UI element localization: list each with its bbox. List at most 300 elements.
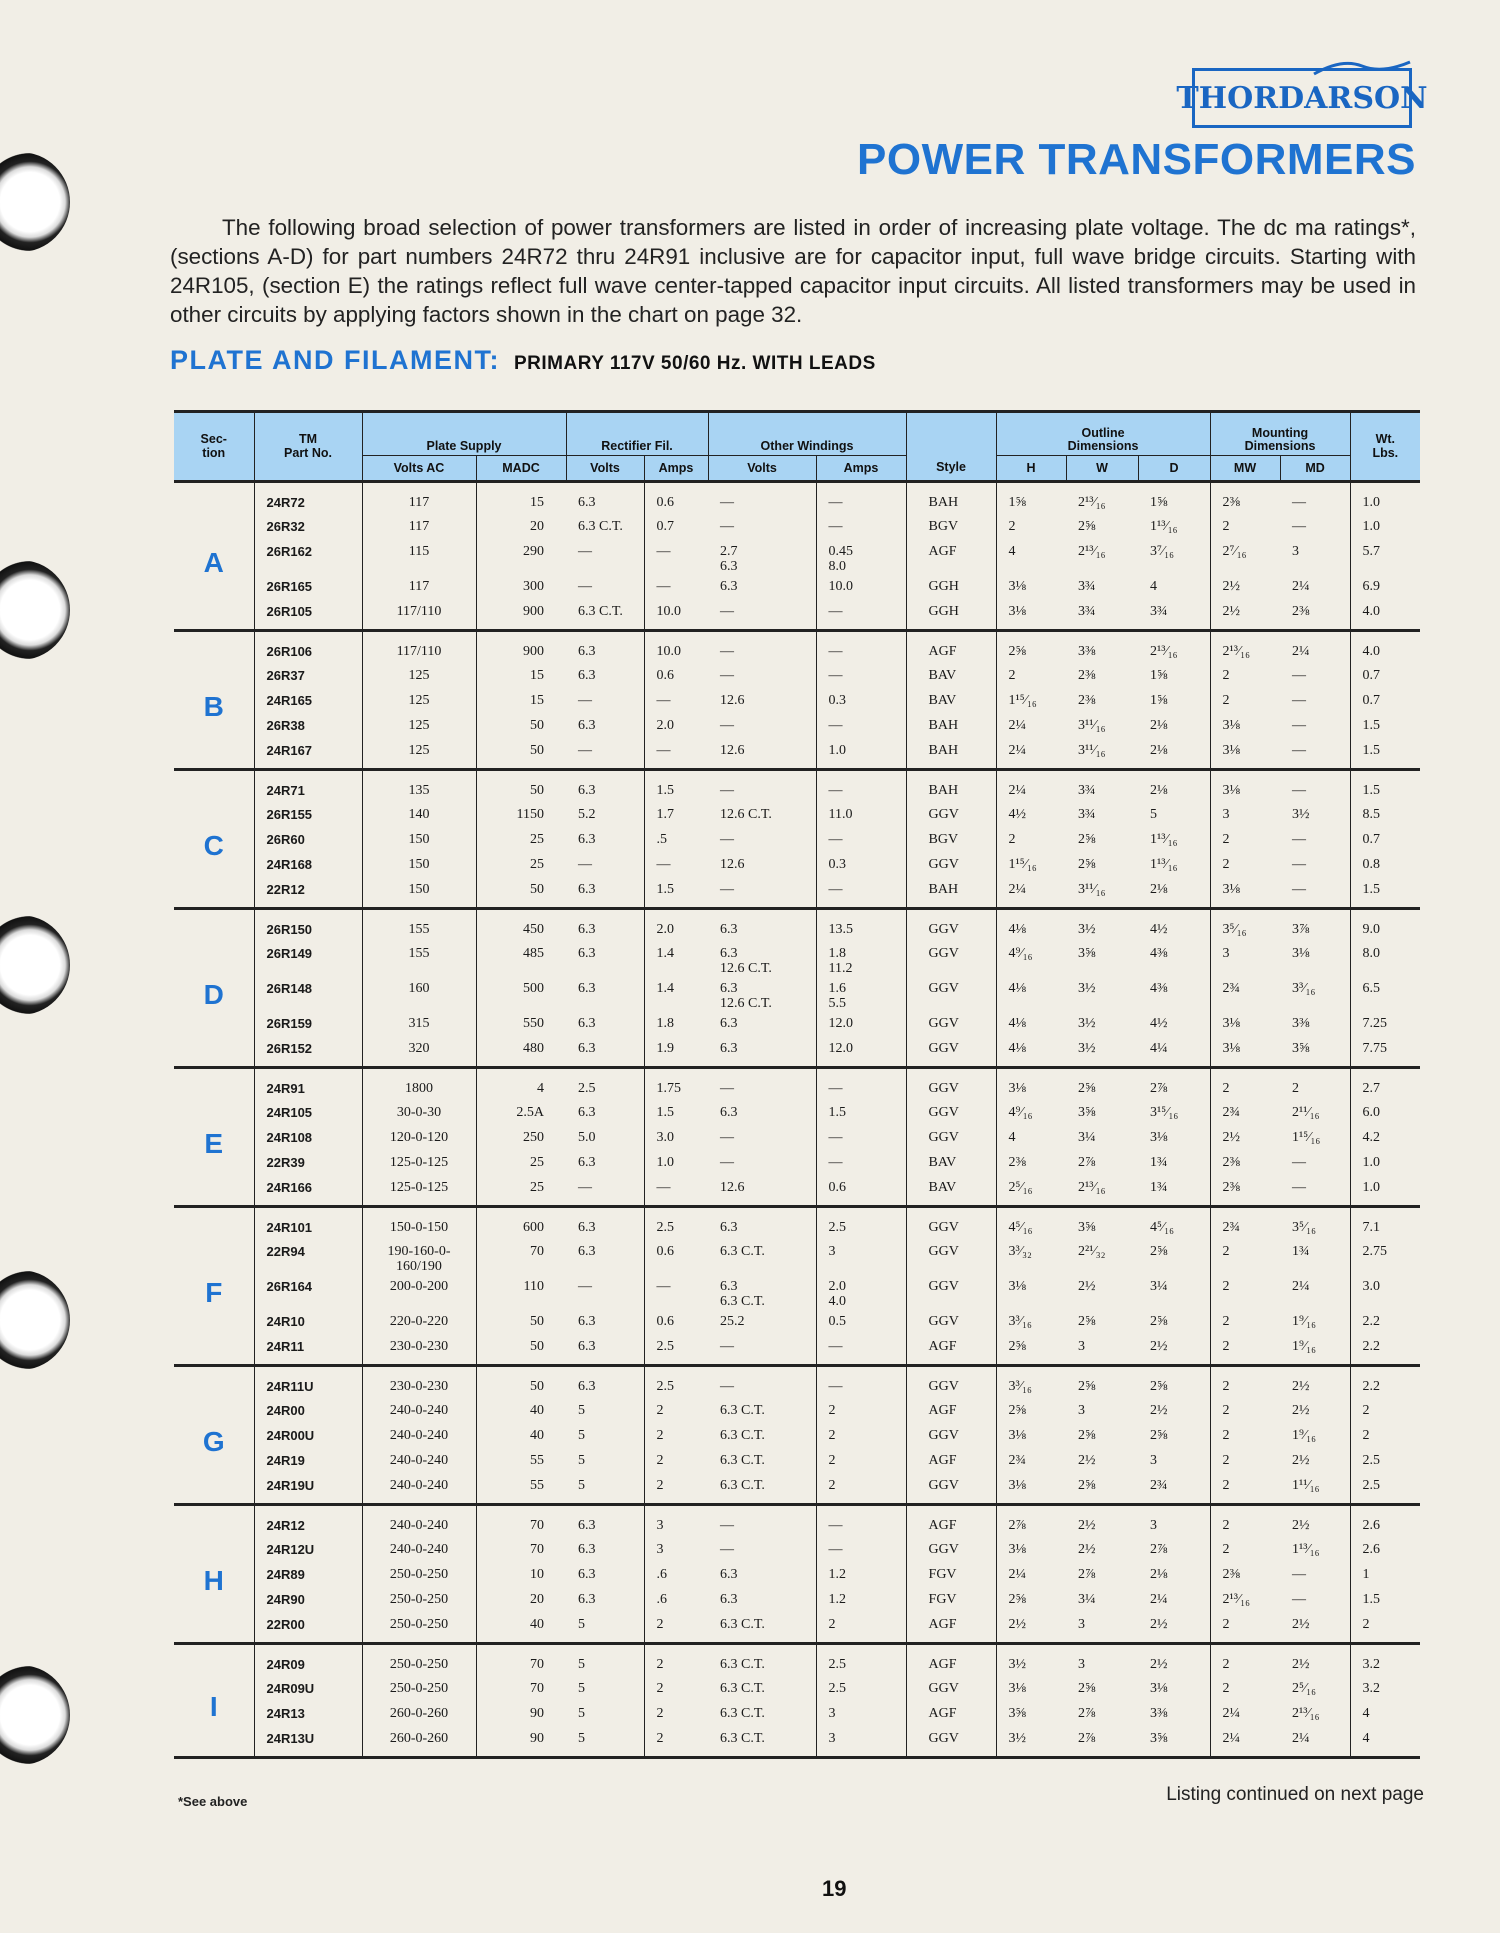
table-cell: 3³⁄₁₆ bbox=[996, 1366, 1066, 1398]
table-cell: 6.3 bbox=[720, 1220, 738, 1235]
table-cell: 24R09 bbox=[254, 1644, 362, 1676]
table-row bbox=[174, 1612, 1420, 1644]
table-cell: 55 bbox=[476, 1448, 566, 1473]
table-cell: 24R09U bbox=[254, 1676, 362, 1701]
table-cell: 2⅝ bbox=[1078, 856, 1096, 872]
table-cell: 30-0-30 bbox=[362, 1100, 476, 1125]
table-cell: 290 bbox=[476, 539, 566, 574]
table-cell: 6.3 bbox=[578, 980, 596, 996]
table-cell: 25 bbox=[476, 852, 566, 877]
continued-note: Listing continued on next page bbox=[1166, 1784, 1424, 1805]
table-cell: 1¾ bbox=[1150, 1179, 1168, 1195]
table-cell: 4⅛ bbox=[996, 1011, 1066, 1036]
table-cell: — bbox=[816, 770, 906, 802]
table-cell: 2¹³⁄₁₆ bbox=[1292, 1705, 1320, 1721]
table-cell: 1.0 bbox=[1350, 482, 1420, 514]
table-cell: 3½ bbox=[1078, 922, 1096, 937]
table-row bbox=[174, 909, 1420, 941]
table-cell: 5.7 bbox=[1350, 539, 1420, 574]
table-cell: — bbox=[720, 518, 735, 534]
table-cell: 6.3 bbox=[578, 881, 596, 897]
table-cell: 480 bbox=[476, 1036, 566, 1068]
table-cell: 3⅝ bbox=[1078, 945, 1096, 961]
table-cell: 6.3 bbox=[578, 1338, 596, 1354]
table-cell: 125-0-125 bbox=[362, 1175, 476, 1207]
table-cell: 6.3 bbox=[578, 922, 596, 937]
table-cell: 3⅛ bbox=[996, 1274, 1066, 1309]
table-cell: 6.3 bbox=[578, 1566, 596, 1582]
table-cell: 230-0-230 bbox=[362, 1366, 476, 1398]
table-cell: 117 bbox=[362, 482, 476, 514]
table-cell: GGV bbox=[906, 852, 996, 877]
table-cell: 250-0-250 bbox=[362, 1587, 476, 1612]
table-row bbox=[174, 1068, 1420, 1100]
table-row bbox=[174, 1473, 1420, 1505]
table-cell: 10.0 bbox=[644, 599, 708, 631]
header-plate-supply: Plate Supply bbox=[362, 412, 566, 456]
table-cell: 117 bbox=[362, 574, 476, 599]
table-cell: 2⅛ bbox=[1150, 783, 1168, 798]
table-cell: 55 bbox=[476, 1473, 566, 1505]
table-cell: 0.5 bbox=[816, 1309, 906, 1334]
table-row bbox=[174, 1274, 1420, 1309]
table-cell: 2 bbox=[816, 1448, 906, 1473]
table-cell: 1.7 bbox=[644, 802, 708, 827]
table-section bbox=[174, 909, 1420, 1068]
table-cell: BAV bbox=[906, 663, 996, 688]
table-cell: 2⅝ bbox=[1150, 1427, 1168, 1443]
table-row bbox=[174, 631, 1420, 663]
table-cell: GGH bbox=[906, 599, 996, 631]
table-cell: 2¾ bbox=[1210, 1100, 1280, 1125]
table-cell: 3 bbox=[816, 1701, 906, 1726]
table-cell: 26R152 bbox=[254, 1036, 362, 1068]
table-cell: 26R37 bbox=[254, 663, 362, 688]
table-cell: 6.3 C.T. bbox=[720, 1616, 765, 1632]
table-cell: 2 bbox=[1210, 663, 1280, 688]
table-cell: 6.3 bbox=[578, 667, 596, 683]
table-cell: GGV bbox=[906, 1100, 996, 1125]
table-cell: 2⅛ bbox=[1150, 717, 1168, 733]
table-cell: 3⁵⁄₁₆ bbox=[1292, 1220, 1317, 1235]
table-cell: 10 bbox=[476, 1562, 566, 1587]
table-cell: 6.3 bbox=[578, 1518, 596, 1533]
table-cell: 125-0-125 bbox=[362, 1150, 476, 1175]
table-cell: 26R148 bbox=[254, 976, 362, 1011]
table-cell: 4 bbox=[1350, 1701, 1420, 1726]
table-cell: 3¾ bbox=[1078, 578, 1096, 594]
header-weight: Wt. Lbs. bbox=[1350, 412, 1420, 482]
table-cell: BAV bbox=[906, 1175, 996, 1207]
table-cell: 2½ bbox=[1292, 1379, 1310, 1394]
table-cell: 15 bbox=[476, 688, 566, 713]
table-cell: 2½ bbox=[1292, 1452, 1310, 1468]
table-cell: 24R166 bbox=[254, 1175, 362, 1207]
table-cell: 2 bbox=[1210, 1068, 1280, 1100]
table-cell: 0.6 bbox=[644, 663, 708, 688]
table-cell: 2⅜ bbox=[1210, 482, 1280, 514]
table-cell: — bbox=[720, 717, 735, 733]
table-cell: — bbox=[816, 1125, 906, 1150]
table-cell: 6.3 bbox=[720, 1566, 738, 1582]
table-cell: 2⅝ bbox=[1078, 1680, 1096, 1696]
table-cell: 2⅝ bbox=[1150, 1243, 1168, 1259]
table-cell: 2 bbox=[1210, 1334, 1280, 1366]
table-cell: 2 bbox=[1210, 1423, 1280, 1448]
table-cell: 1.5 bbox=[1350, 738, 1420, 770]
table-cell: 3⁵⁄₁₆ bbox=[1210, 909, 1280, 941]
table-cell: 240-0-240 bbox=[362, 1423, 476, 1448]
table-cell: 6.3 C.T. bbox=[720, 1243, 765, 1259]
logo-text: THORDARSON bbox=[1192, 68, 1412, 128]
section-heading-main: PLATE AND FILAMENT: bbox=[170, 345, 500, 375]
table-cell: 3¼ bbox=[1078, 1591, 1096, 1607]
table-cell: 250 bbox=[476, 1125, 566, 1150]
table-row bbox=[174, 1366, 1420, 1398]
table-cell: 2¹³⁄₁₆ bbox=[1078, 495, 1106, 510]
table-cell: 4⅛ bbox=[996, 1036, 1066, 1068]
table-cell: — bbox=[644, 852, 708, 877]
table-cell: 125 bbox=[362, 713, 476, 738]
table-cell: — bbox=[816, 1150, 906, 1175]
table-cell: — bbox=[720, 1154, 735, 1170]
table-cell: 1⁹⁄₁₆ bbox=[1292, 1427, 1317, 1443]
table-cell: 1⅝ bbox=[1150, 667, 1168, 683]
table-row bbox=[174, 514, 1420, 539]
table-cell: 230-0-230 bbox=[362, 1334, 476, 1366]
table-cell: 40 bbox=[476, 1398, 566, 1423]
table-row bbox=[174, 1423, 1420, 1448]
table-cell: 1.4 bbox=[644, 976, 708, 1011]
table-cell: 22R00 bbox=[254, 1612, 362, 1644]
table-cell: 1¹⁵⁄₁₆ bbox=[1292, 1129, 1321, 1145]
table-cell: 26R38 bbox=[254, 713, 362, 738]
table-cell: — bbox=[1292, 856, 1307, 872]
table-cell: 6.3 C.T. bbox=[578, 603, 623, 619]
table-cell: 3³⁄₁₆ bbox=[1292, 980, 1316, 996]
table-cell: 2⅜ bbox=[1078, 692, 1096, 708]
table-cell: 6.3 bbox=[578, 945, 596, 961]
table-cell: — bbox=[1292, 692, 1307, 708]
table-cell: — bbox=[1292, 831, 1307, 847]
header-rect-amps: Amps bbox=[644, 456, 708, 482]
table-cell: 50 bbox=[476, 1334, 566, 1366]
table-cell: 2⅞ bbox=[1078, 1705, 1096, 1721]
table-cell: 26R60 bbox=[254, 827, 362, 852]
header-mounting-dimensions: Mounting Dimensions bbox=[1210, 412, 1350, 456]
table-row bbox=[174, 1537, 1420, 1562]
table-cell: 0.6 bbox=[644, 1239, 708, 1274]
table-cell: BAH bbox=[906, 482, 996, 514]
table-cell: 2⅝ bbox=[1078, 518, 1096, 534]
table-cell: 2 bbox=[1210, 1644, 1280, 1676]
header-other-windings: Other Windings bbox=[708, 412, 906, 456]
table-cell: 250-0-250 bbox=[362, 1612, 476, 1644]
table-cell: 5 bbox=[578, 1427, 585, 1443]
table-cell: 0.7 bbox=[1350, 827, 1420, 852]
table-cell: GGV bbox=[906, 1036, 996, 1068]
table-cell: 70 bbox=[476, 1505, 566, 1537]
header-volts-ac: Volts AC bbox=[362, 456, 476, 482]
table-cell: 155 bbox=[362, 941, 476, 976]
table-cell: 3⅛ bbox=[996, 599, 1066, 631]
table-cell: — bbox=[720, 495, 735, 510]
table-cell: 2½ bbox=[996, 1612, 1066, 1644]
table-cell: — bbox=[816, 827, 906, 852]
table-cell: — bbox=[1292, 1566, 1307, 1582]
table-cell: 90 bbox=[476, 1701, 566, 1726]
table-cell: 3¹¹⁄₁₆ bbox=[1078, 717, 1106, 733]
table-cell: 900 bbox=[476, 631, 566, 663]
table-cell: 4.2 bbox=[1350, 1125, 1420, 1150]
table-cell: 2⅞ bbox=[1150, 1081, 1168, 1096]
table-cell: 3 bbox=[1210, 802, 1280, 827]
footnote: *See above bbox=[178, 1794, 248, 1809]
table-row bbox=[174, 482, 1420, 514]
table-cell: 24R19U bbox=[254, 1473, 362, 1505]
table-cell: 24R12U bbox=[254, 1537, 362, 1562]
table-cell: 10.0 bbox=[644, 631, 708, 663]
table-cell: 3.0 bbox=[644, 1125, 708, 1150]
table-cell: 4⁹⁄₁₆ bbox=[996, 1100, 1066, 1125]
table-cell: — bbox=[644, 1274, 708, 1309]
table-cell: 6.3 bbox=[578, 1379, 596, 1394]
table-cell: 240-0-240 bbox=[362, 1473, 476, 1505]
table-row bbox=[174, 1175, 1420, 1207]
table-cell: 24R11 bbox=[254, 1334, 362, 1366]
table-cell: 6.3 bbox=[578, 1313, 596, 1329]
table-cell: 4½ bbox=[996, 802, 1066, 827]
table-cell: 4 bbox=[996, 539, 1066, 574]
table-cell: 1.2 bbox=[816, 1587, 906, 1612]
table-cell: GGV bbox=[906, 1537, 996, 1562]
table-cell: 5 bbox=[578, 1452, 585, 1468]
table-cell: 2⅝ bbox=[1078, 831, 1096, 847]
table-cell: 150 bbox=[362, 877, 476, 909]
table-cell: 300 bbox=[476, 574, 566, 599]
table-cell: 600 bbox=[476, 1207, 566, 1239]
transformer-table bbox=[174, 410, 1420, 1759]
table-cell: 1¹³⁄₁₆ bbox=[1150, 856, 1178, 872]
table-cell: AGF bbox=[906, 1505, 996, 1537]
table-cell: — bbox=[816, 1334, 906, 1366]
table-cell: 2⅝ bbox=[1150, 1379, 1168, 1394]
table-cell: — bbox=[720, 1541, 735, 1557]
table-cell: 24R13U bbox=[254, 1726, 362, 1758]
table-cell: 1.5 bbox=[1350, 1587, 1420, 1612]
table-cell: 1.6 5.5 bbox=[816, 976, 906, 1011]
table-cell: 0.45 8.0 bbox=[816, 539, 906, 574]
table-cell: 3⅛ bbox=[996, 1423, 1066, 1448]
table-cell: — bbox=[1292, 1154, 1307, 1170]
table-cell: 4 bbox=[476, 1068, 566, 1100]
table-cell: 6.3 bbox=[578, 1220, 596, 1235]
table-cell: — bbox=[578, 692, 592, 708]
table-cell: 550 bbox=[476, 1011, 566, 1036]
table-cell: 25 bbox=[476, 1150, 566, 1175]
table-cell: 3¹¹⁄₁₆ bbox=[1078, 742, 1106, 758]
table-cell: 5 bbox=[578, 1477, 585, 1493]
table-cell: — bbox=[816, 1366, 906, 1398]
table-cell: 2.5 bbox=[644, 1334, 708, 1366]
table-cell: 1¾ bbox=[1150, 1154, 1168, 1170]
table-cell: 2 bbox=[1210, 852, 1280, 877]
section-label: C bbox=[203, 829, 224, 861]
table-cell: GGV bbox=[906, 1676, 996, 1701]
table-row bbox=[174, 1587, 1420, 1612]
table-cell: 2⅝ bbox=[1078, 1313, 1096, 1329]
table-cell: 3¹¹⁄₁₆ bbox=[1078, 881, 1106, 897]
table-cell: — bbox=[720, 831, 735, 847]
table-cell: 2¼ bbox=[996, 1562, 1066, 1587]
table-cell: 2.7 bbox=[1350, 1068, 1420, 1100]
table-cell: AGF bbox=[906, 631, 996, 663]
table-section bbox=[174, 482, 1420, 631]
table-row bbox=[174, 1150, 1420, 1175]
table-cell: 1.2 bbox=[816, 1562, 906, 1587]
table-cell: 2 bbox=[1350, 1423, 1420, 1448]
table-cell: 2 bbox=[996, 514, 1066, 539]
table-cell: 2 bbox=[1210, 688, 1280, 713]
table-cell: GGV bbox=[906, 1011, 996, 1036]
table-cell: GGV bbox=[906, 909, 996, 941]
table-cell: 2 bbox=[816, 1398, 906, 1423]
table-cell: AGF bbox=[906, 1701, 996, 1726]
table-cell: 3½ bbox=[996, 1726, 1066, 1758]
table-cell: 2½ bbox=[1210, 574, 1280, 599]
table-row bbox=[174, 976, 1420, 1011]
table-cell: 8.5 bbox=[1350, 802, 1420, 827]
table-cell: 2 bbox=[1210, 514, 1280, 539]
table-cell: 1¹³⁄₁₆ bbox=[1292, 1541, 1320, 1557]
table-cell: 6.3 C.T. bbox=[720, 1402, 765, 1418]
table-cell: 24R11U bbox=[254, 1366, 362, 1398]
table-cell: 150 bbox=[362, 852, 476, 877]
table-cell: — bbox=[578, 1179, 592, 1195]
table-cell: GGV bbox=[906, 1309, 996, 1334]
table-cell: 3⅛ bbox=[996, 1537, 1066, 1562]
table-cell: 3½ bbox=[1078, 980, 1096, 996]
table-cell: 1⁹⁄₁₆ bbox=[1292, 1313, 1317, 1329]
table-cell: 4⅜ bbox=[1150, 980, 1168, 996]
table-row bbox=[174, 1239, 1420, 1274]
table-cell: 2 bbox=[816, 1423, 906, 1448]
table-cell: 3⅝ bbox=[1292, 1040, 1310, 1056]
table-cell: 6.3 12.6 C.T. bbox=[720, 945, 772, 976]
table-cell: 2⅞ bbox=[1078, 1154, 1096, 1170]
table-cell: 4½ bbox=[1150, 922, 1168, 937]
header-outline-dimensions: Outline Dimensions bbox=[996, 412, 1210, 456]
table-cell: 1¹⁵⁄₁₆ bbox=[996, 852, 1066, 877]
table-cell: 25 bbox=[476, 827, 566, 852]
table-cell: 2 bbox=[644, 1473, 708, 1505]
table-cell: 11.0 bbox=[816, 802, 906, 827]
table-cell: 15 bbox=[476, 663, 566, 688]
table-row bbox=[174, 1011, 1420, 1036]
table-cell: 0.6 bbox=[644, 482, 708, 514]
table-row bbox=[174, 574, 1420, 599]
table-cell: 3⅛ bbox=[1210, 1036, 1280, 1068]
table-cell: 3³⁄₃₂ bbox=[996, 1239, 1066, 1274]
table-cell: 2⅝ bbox=[996, 1587, 1066, 1612]
table-cell: 2⅜ bbox=[1292, 603, 1310, 619]
table-cell: AGF bbox=[906, 1398, 996, 1423]
table-cell: — bbox=[816, 1537, 906, 1562]
table-cell: GGV bbox=[906, 1207, 996, 1239]
table-cell: 135 bbox=[362, 770, 476, 802]
table-cell: 2¼ bbox=[1292, 1278, 1310, 1294]
table-cell: 2½ bbox=[1150, 1657, 1168, 1672]
table-cell: 3 bbox=[1150, 1452, 1158, 1468]
table-cell: 3³⁄₁₆ bbox=[996, 1309, 1066, 1334]
table-cell: 3⅛ bbox=[1210, 738, 1280, 770]
section-label: F bbox=[205, 1276, 223, 1308]
table-cell: 5 bbox=[578, 1616, 585, 1632]
table-cell: 1¹¹⁄₁₆ bbox=[1292, 1477, 1320, 1493]
table-cell: 117/110 bbox=[362, 631, 476, 663]
table-cell: 1⅝ bbox=[1150, 495, 1168, 510]
table-cell: 3¾ bbox=[1150, 603, 1168, 619]
table-row bbox=[174, 1398, 1420, 1423]
table-cell: 5 bbox=[578, 1402, 585, 1418]
table-cell: 117 bbox=[362, 514, 476, 539]
table-cell: BAH bbox=[906, 770, 996, 802]
table-cell: 125 bbox=[362, 738, 476, 770]
table-cell: 200-0-200 bbox=[362, 1274, 476, 1309]
table-cell: GGV bbox=[906, 1239, 996, 1274]
table-cell: 2 bbox=[1210, 1398, 1280, 1423]
table-cell: 2.6 bbox=[1350, 1537, 1420, 1562]
table-cell: 2¾ bbox=[1150, 1477, 1168, 1493]
table-cell: 2¼ bbox=[996, 713, 1066, 738]
section-heading bbox=[170, 345, 876, 376]
table-cell: 1⅝ bbox=[996, 482, 1066, 514]
table-cell: 26R165 bbox=[254, 574, 362, 599]
table-cell: 6.3 C.T. bbox=[720, 1452, 765, 1468]
table-cell: — bbox=[720, 1081, 735, 1096]
binder-hole bbox=[0, 1270, 70, 1370]
table-cell: 250-0-250 bbox=[362, 1562, 476, 1587]
header-h: H bbox=[996, 456, 1066, 482]
table-cell: 2⅝ bbox=[1078, 1477, 1096, 1493]
table-cell: 1.8 11.2 bbox=[816, 941, 906, 976]
table-cell: 240-0-240 bbox=[362, 1448, 476, 1473]
header-part-no: TM Part No. bbox=[254, 412, 362, 482]
header-rectifier-fil: Rectifier Fil. bbox=[566, 412, 708, 456]
table-cell: 2½ bbox=[1210, 1125, 1280, 1150]
table-cell: 6.3 C.T. bbox=[720, 1477, 765, 1493]
table-cell: 2½ bbox=[1292, 1402, 1310, 1418]
table-cell: — bbox=[720, 783, 735, 798]
table-cell: 2¹³⁄₁₆ bbox=[1150, 644, 1178, 659]
table-cell: — bbox=[644, 539, 708, 574]
table-cell: BAV bbox=[906, 688, 996, 713]
table-cell: 12.6 bbox=[720, 1179, 745, 1195]
table-cell: 24R90 bbox=[254, 1587, 362, 1612]
table-cell: 1⁹⁄₁₆ bbox=[1292, 1338, 1317, 1354]
table-cell: 70 bbox=[476, 1644, 566, 1676]
table-cell: 2.5 bbox=[644, 1366, 708, 1398]
table-cell: 2 bbox=[996, 827, 1066, 852]
table-cell: 12.0 bbox=[816, 1011, 906, 1036]
table-cell: 50 bbox=[476, 1366, 566, 1398]
header-md: MD bbox=[1280, 456, 1350, 482]
thordarson-logo bbox=[1176, 60, 1428, 130]
table-row bbox=[174, 1207, 1420, 1239]
table-cell: 24R00U bbox=[254, 1423, 362, 1448]
header-other-amps: Amps bbox=[816, 456, 906, 482]
table-row bbox=[174, 1701, 1420, 1726]
